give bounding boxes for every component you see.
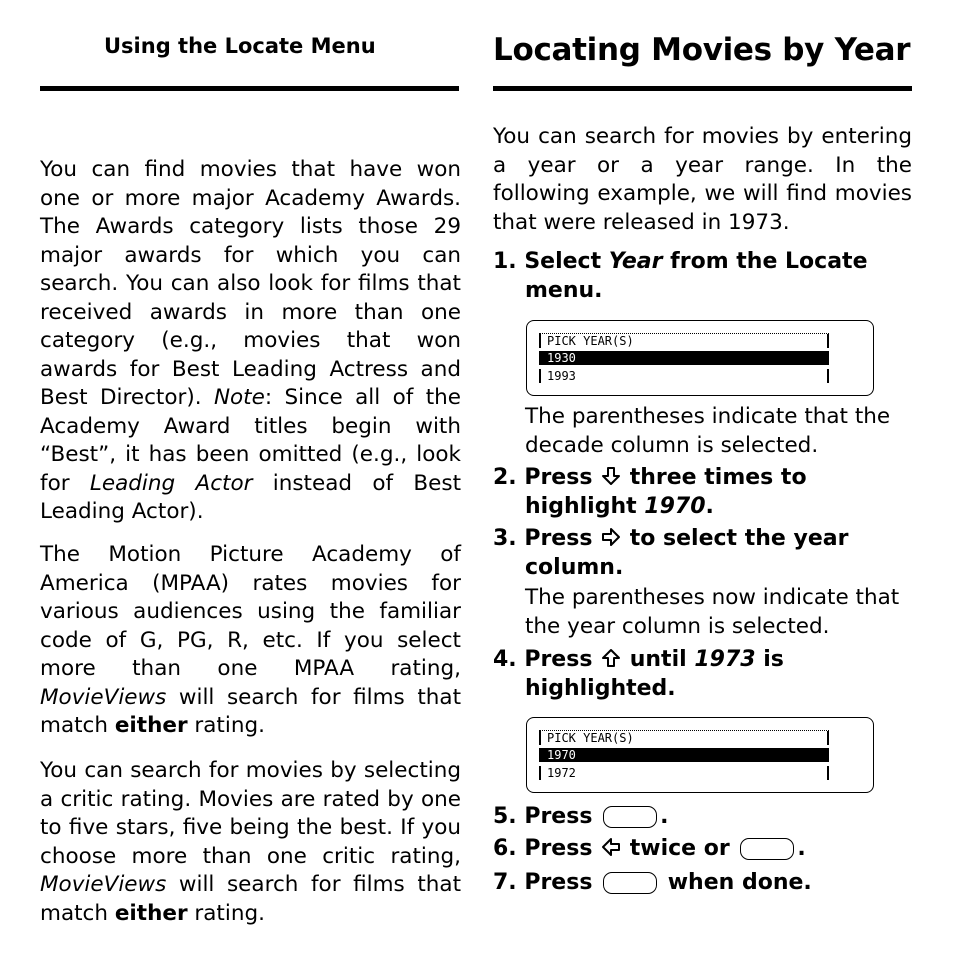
- left-header-rule: [40, 86, 459, 91]
- lcd-line-2-highlighted: 1930: [539, 351, 829, 365]
- note-3: The parentheses now indicate that the year column is selected.: [525, 585, 900, 639]
- step-4: 4. Press until 1973 is highlighted.: [493, 647, 784, 701]
- right-header-rule: [493, 86, 912, 91]
- up-arrow-icon: [600, 647, 622, 669]
- right-arrow-icon: [600, 526, 622, 548]
- lcd-line-1: PICK YEAR(S): [539, 333, 829, 348]
- done-key-icon: [603, 872, 657, 894]
- step-5: 5. Press .: [493, 804, 669, 829]
- lcd-line-3: 1972: [539, 766, 829, 780]
- step-3: 3. Press to select the year column.: [493, 526, 849, 580]
- lcd-line-1: PICK YEAR(S): [539, 730, 829, 745]
- page-title: Locating Movies by Year: [493, 32, 911, 68]
- step-1: 1. Select Year from the Locate menu.: [493, 249, 868, 303]
- left-section-header: Using the Locate Menu: [104, 34, 376, 58]
- back-arrow-icon: [600, 836, 622, 858]
- awards-paragraph: You can find movies that have won one or more major Academy Awards. The Awards category lists those 29 major awards for which you can search. You can also look for films that received awards in more than one category (e.g., movies that won awards for Best Leading Actress and Best Director). Note: Since all of the Academy Award titles begin with “Best”, it has been omitted (e.g., look for Leading Actor instead of Best Leading Actor).: [40, 157, 461, 524]
- mpaa-paragraph: The Motion Picture Academy of America (MPAA) rates movies for various audiences using the familiar code of G, PG, R, etc. If you select more than one MPAA rating, MovieViews will search for films that match either rating.: [40, 542, 461, 738]
- lcd-screen-1: [526, 320, 874, 396]
- back-key-icon: [740, 838, 794, 860]
- enter-key-icon: [603, 806, 657, 828]
- lcd-line-3: 1993: [539, 369, 829, 383]
- note-1: The parentheses indicate that the decade column is selected.: [525, 404, 891, 458]
- lcd-line-2-highlighted: 1970: [539, 748, 829, 762]
- lcd-screen-2: [526, 717, 874, 793]
- step-6: 6. Press twice or .: [493, 836, 806, 861]
- step-7: 7. Press when done.: [493, 870, 812, 895]
- intro-paragraph: You can search for movies by entering a year or a year range. In the following example, we will find movies that were released in 1973.: [493, 124, 912, 235]
- down-arrow-icon: [600, 465, 622, 487]
- step-2: 2. Press three times to highlight 1970.: [493, 465, 807, 519]
- critic-paragraph: You can search for movies by selecting a critic rating. Movies are rated by one to five stars, five being the best. If you choose more than one critic rating, MovieViews will search for films that match either rating.: [40, 758, 461, 926]
